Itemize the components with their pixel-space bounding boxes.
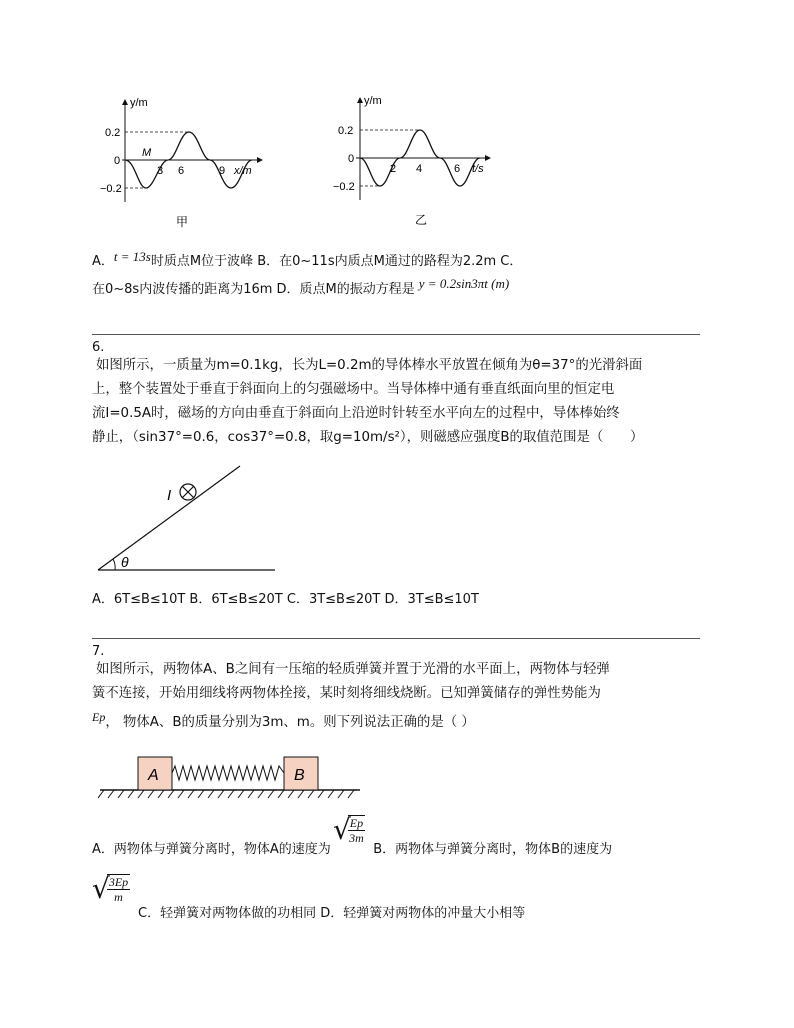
y-axis-label: y/m [364,95,382,107]
x-tick-6: 6 [454,163,461,175]
q7-options-line1 [92,812,613,866]
sqrt-numerator: 3Ep [108,875,129,889]
q7-options-line2: C．轻弹簧对两物体做的功相同 D．轻弹簧对两物体的冲量大小相等 [138,906,526,921]
sqrt-numerator: Ep [349,815,364,830]
option-a-sqrt: √ $\frac{Ep}{3m}$ [332,812,364,846]
q6-options: A．6T≤B≤10T B．6T≤B≤20T C．3T≤B≤20T D．3T≤B≤10T [92,592,479,607]
caption-jia: 甲 [176,215,189,229]
caption-yi: 乙 [415,213,428,227]
option-d-formula: y = 0.2sin3πt (m) [418,276,510,291]
current-label: I [167,487,172,504]
q7-stem-line: 如图所示，两物体A、B之间有一压缩的轻质弹簧并置于光滑的水平面上，两物体与轻弹 [96,662,610,677]
tick-02: 0.2 [105,127,121,139]
spring [172,766,284,780]
q7-stem-text: ， 物体A、B的质量分别为3m、m。则下列说法正确的是（ ） [105,715,475,730]
q6-stem-line: 流I=0.5A时，磁场的方向由垂直于斜面向上沿逆时针转至水平向左的过程中，导体棒始终 [92,406,620,421]
x-tick-6: 6 [178,165,185,177]
tick-0: 0 [114,155,121,167]
option-b-text: B．两物体与弹簧分离时，物体B的速度为 [373,842,613,857]
option-a-prefix: A． [92,254,114,269]
q6-stem-line: 静止，（sin37°=0.6，cos37°=0.8，取g=10m/s²），则磁感应强度B的取值范围是（ ） [92,430,644,445]
tick-0: 0 [348,153,355,165]
x-tick-2: 2 [390,163,397,175]
point-m-label: M [142,147,152,159]
q5-options-line1 [92,251,522,272]
option-a-text: A．两物体与弹簧分离时，物体A的速度为 [92,842,331,857]
x-axis-label: t/s [472,163,484,175]
divider [92,638,700,639]
x-tick-4: 4 [416,163,423,175]
spring-figure [98,752,363,804]
q7-number: 7. [92,644,105,659]
sqrt-denominator: m [114,890,123,904]
option-b-sqrt: √ $\frac{3Ep}{m}$ [92,872,129,905]
q5-options-line2 [92,276,510,300]
x-axis-label: x/m [234,165,252,177]
sqrt-denominator: 3m [349,830,364,845]
tick-02: 0.2 [338,125,354,137]
q7-stem-line3 [92,712,475,733]
x-tick-9: 9 [219,165,226,177]
tick-m02: −0.2 [100,183,122,195]
graph-jia [100,92,270,232]
block-b-label: B [294,767,305,784]
option-cd-text: 在0~8s内波传播的距离为16m D．质点M的振动方程是 [92,282,415,297]
divider [92,334,700,335]
tick-m02: −0.2 [333,181,355,193]
ep-symbol: Ep [92,710,106,724]
x-tick-3: 3 [157,165,164,177]
angle-label: θ [121,554,129,570]
q6-stem-line: 如图所示，一质量为m=0.1kg，长为L=0.2m的导体棒水平放置在倾角为θ=37°的光滑斜面 [96,358,643,373]
option-a-formula: t = 13s [113,249,151,264]
incline-figure [95,460,285,580]
q6-number: 6. [92,340,105,355]
option-abc-text: 时质点M位于波峰 B．在0~11s内质点M通过的路程为2.2m C． [150,254,523,269]
y-axis-label: y/m [130,97,148,109]
q6-stem-line: 上，整个装置处于垂直于斜面向上的匀强磁场中。当导体棒中通有垂直纸面向里的恒定电 [92,382,615,397]
graph-yi [330,92,500,232]
block-a-label: A [148,767,159,784]
q7-stem-line: 簧不连接，开始用细线将两物体拴接，某时刻将细线烧断。已知弹簧储存的弹性势能为 [92,686,601,701]
